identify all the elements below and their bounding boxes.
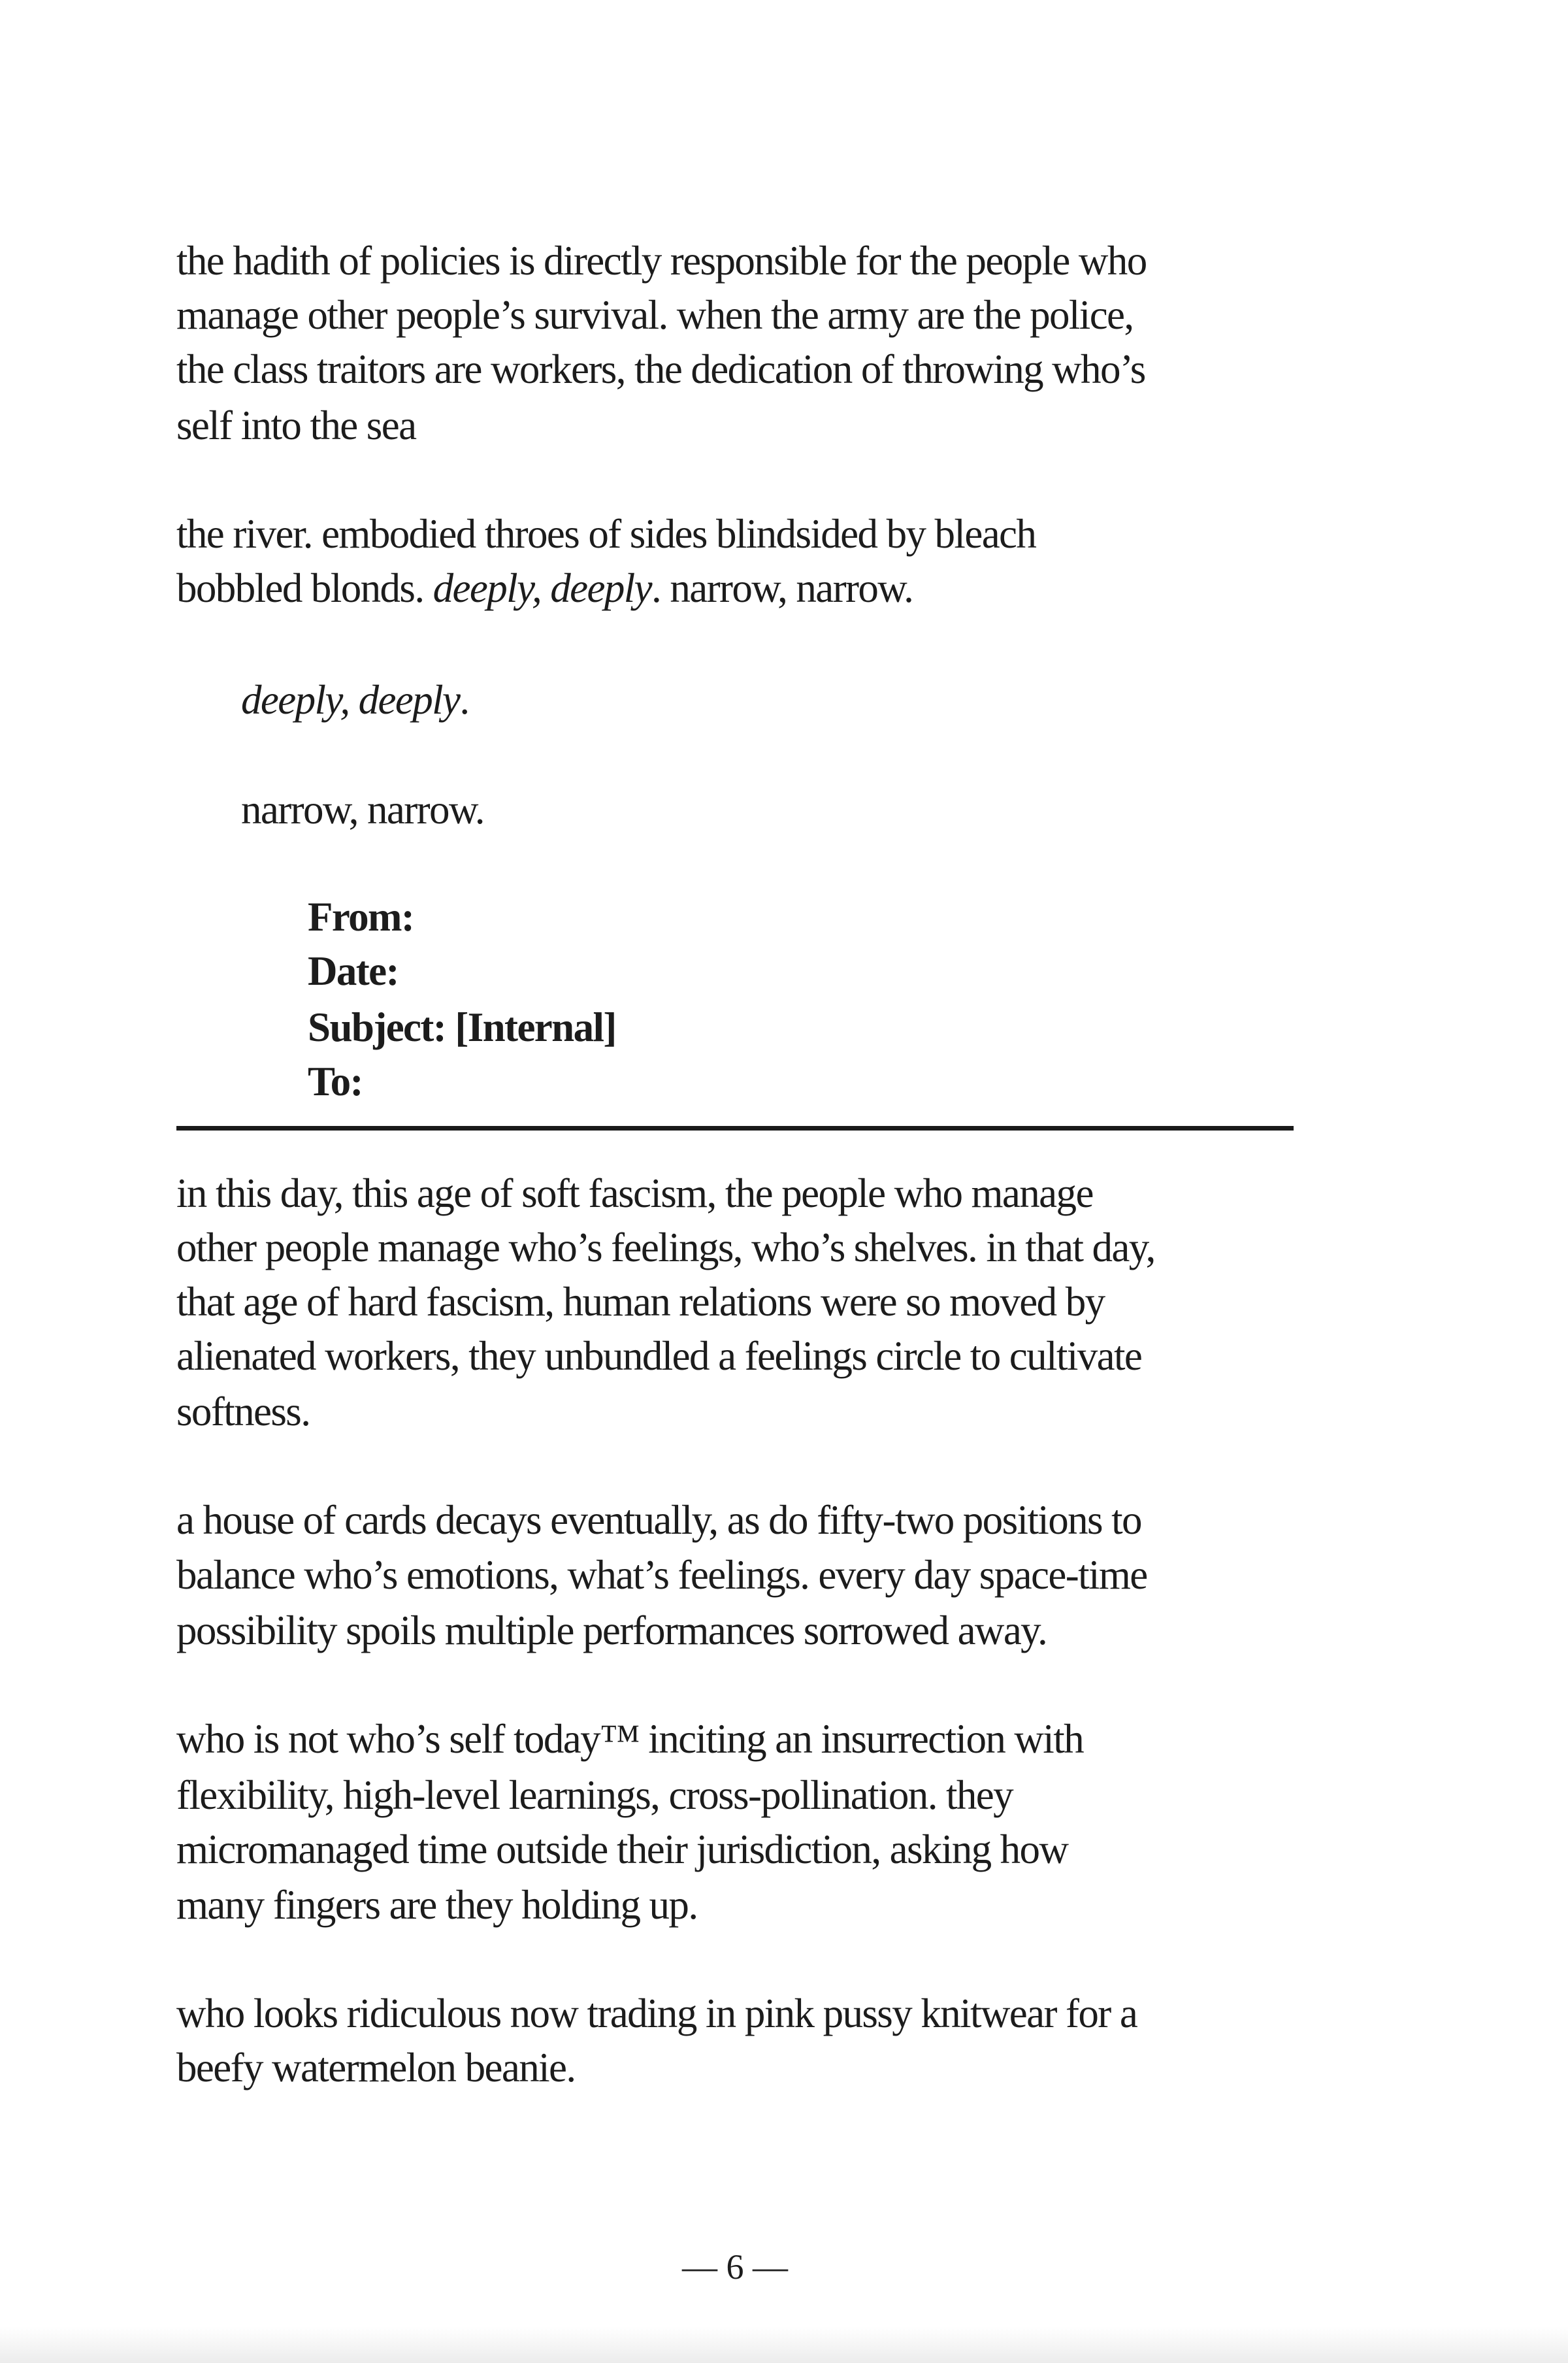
text-line: other people manage who’s feelings, who’s shelves. in that day, [176, 1225, 1155, 1270]
text-line: flexibility, high-level learnings, cross-pollination. they [176, 1772, 1013, 1818]
text-line: who looks ridiculous now trading in pink pussy knitwear for a [176, 1991, 1137, 2036]
text-line: softness. [176, 1389, 310, 1434]
page-number: — 6 — [682, 2247, 788, 2287]
text-segment: . narrow, narrow. [651, 565, 913, 611]
memo-from-label: From: [308, 894, 414, 940]
text-segment: . [459, 677, 469, 723]
text-line: beefy watermelon beanie. [176, 2045, 576, 2090]
text-line: the hadith of policies is directly responsible for the people who [176, 238, 1147, 284]
text-line: manage other people’s survival. when the army are the police, [176, 292, 1134, 338]
text-line: possibility spoils multiple performances sorrowed away. [176, 1608, 1047, 1653]
text-line: the class traitors are workers, the dedication of throwing who’s [176, 346, 1145, 392]
text-line: the river. embodied throes of sides blindsided by bleach [176, 511, 1036, 557]
text-line: in this day, this age of soft fascism, the people who manage [176, 1170, 1093, 1216]
indented-line: narrow, narrow. [241, 787, 484, 833]
text-line: who is not who’s self today™ inciting an insurrection with [176, 1716, 1084, 1762]
italic-text: deeply, deeply [241, 677, 460, 723]
text-line: balance who’s emotions, what’s feelings. every day space-time [176, 1552, 1147, 1598]
memo-date-label: Date: [308, 948, 399, 994]
text-line: self into the sea [176, 403, 416, 448]
text-line: a house of cards decays eventually, as do fifty-two positions to [176, 1497, 1141, 1543]
text-segment: bobbled blonds. [176, 565, 433, 611]
indented-italic-line [241, 672, 469, 727]
italic-text: deeply, deeply [433, 565, 652, 611]
text-line: alienated workers, they unbundled a feelings circle to cultivate [176, 1333, 1142, 1379]
text-line: that age of hard fascism, human relations were so moved by [176, 1279, 1105, 1325]
text-line: many fingers are they holding up. [176, 1882, 698, 1928]
memo-to-label: To: [308, 1059, 363, 1104]
horizontal-rule [176, 1126, 1294, 1131]
text-line [176, 561, 913, 616]
text-line: micromanaged time outside their jurisdiction, asking how [176, 1826, 1068, 1872]
memo-subject-label: Subject: [Internal] [308, 1004, 616, 1050]
